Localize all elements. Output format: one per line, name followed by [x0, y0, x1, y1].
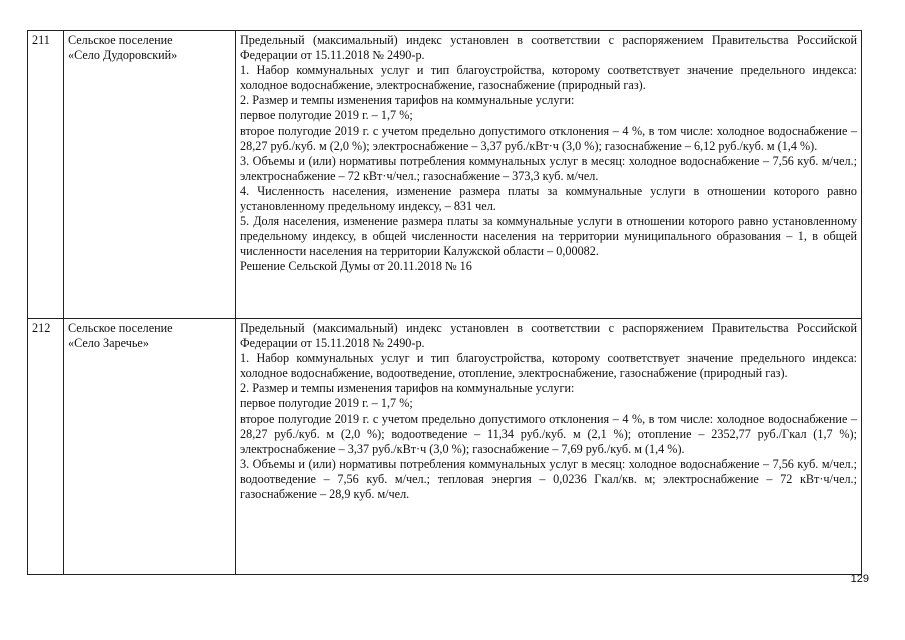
settlement-name [64, 31, 236, 319]
paragraph: второе полугодие 2019 г. с учетом предельно допустимого отклонения – 4 %, в том числе: холодное водоснабжение – 28,27 руб./куб. м (2,0 %); водоотведение – 11,34 руб./куб. м (2,1 %); отопление – 2352,77 руб./Гкал (1,7 %); электроснабжение – 3,37 руб./кВт·ч (3,0 %); газоснабжение – 7,69 руб./куб. м (1,4 %). [240, 411, 857, 456]
paragraph: первое полугодие 2019 г. – 1,7 %; [240, 396, 413, 411]
document-table [27, 30, 862, 575]
table-row [28, 31, 862, 319]
row-number: 212 [28, 319, 64, 575]
paragraph: 1. Набор коммунальных услуг и тип благоустройства, которому соответствует значение предельного индекса: холодное водоснабжение, электроснабжение, газоснабжение (природный газ). [240, 63, 857, 93]
paragraph: Предельный (максимальный) индекс установлен в соответствии с распоряжением Правительства Российской Федерации от 15.11.2018 № 2490-р. [240, 321, 857, 351]
settlement-name-line: Сельское поселение [68, 321, 173, 335]
paragraph: Решение Сельской Думы от 20.11.2018 № 16 [240, 259, 472, 274]
paragraph: 3. Объемы и (или) нормативы потребления коммунальных услуг в месяц: холодное водоснабжение – 7,56 куб. м/чел.; электроснабжение – 72 кВт·ч/чел.; газоснабжение – 373,3 куб. м/чел. [240, 153, 857, 183]
paragraph: 5. Доля населения, изменение размера платы за коммунальные услуги в отношении которого равно установленному предельному индексу, в общей численности населения на территории муниципального образования – 1, в общей численности населения на территории Калужской области – 0,00082. [240, 214, 857, 259]
row-description [236, 319, 862, 575]
paragraph: 3. Объемы и (или) нормативы потребления коммунальных услуг в месяц: холодное водоснабжение – 7,56 куб. м/чел.; водоотведение – 7,56 куб. м/чел.; тепловая энергия – 0,0236 Гкал/кв. м; электроснабжение – 72 кВт·ч/чел.; газоснабжение – 28,9 куб. м/чел. [240, 456, 857, 502]
row-number: 211 [28, 31, 64, 319]
paragraph: Предельный (максимальный) индекс установлен в соответствии с распоряжением Правительства Российской Федерации от 15.11.2018 № 2490-р. [240, 33, 857, 63]
paragraph: 1. Набор коммунальных услуг и тип благоустройства, которому соответствует значение предельного индекса: холодное водоснабжение, водоотведение, отопление, электроснабжение, газоснабжение (природный газ). [240, 351, 857, 381]
paragraph: 2. Размер и темпы изменения тарифов на коммунальные услуги: [240, 93, 575, 108]
paragraph: 2. Размер и темпы изменения тарифов на коммунальные услуги: [240, 381, 575, 396]
paragraph: первое полугодие 2019 г. – 1,7 %; [240, 108, 413, 123]
row-description [236, 31, 862, 319]
table-row [28, 319, 862, 575]
settlement-name-line: «Село Заречье» [68, 336, 149, 351]
page-number: 129 [850, 573, 869, 585]
settlement-name [64, 319, 236, 575]
settlement-name-line: «Село Дудоровский» [68, 48, 178, 63]
paragraph: второе полугодие 2019 г. с учетом предельно допустимого отклонения – 4 %, в том числе: холодное водоснабжение – 28,27 руб./куб. м (2,0 %); электроснабжение – 3,37 руб./кВт·ч (3,0 %); газоснабжение – 6,12 руб./куб. м (1,4 %). [240, 123, 857, 153]
paragraph: 4. Численность населения, изменение размера платы за коммунальные услуги в отношении которого равно установленному предельному индексу, – 831 чел. [240, 183, 857, 214]
settlement-name-line: Сельское поселение [68, 33, 173, 47]
